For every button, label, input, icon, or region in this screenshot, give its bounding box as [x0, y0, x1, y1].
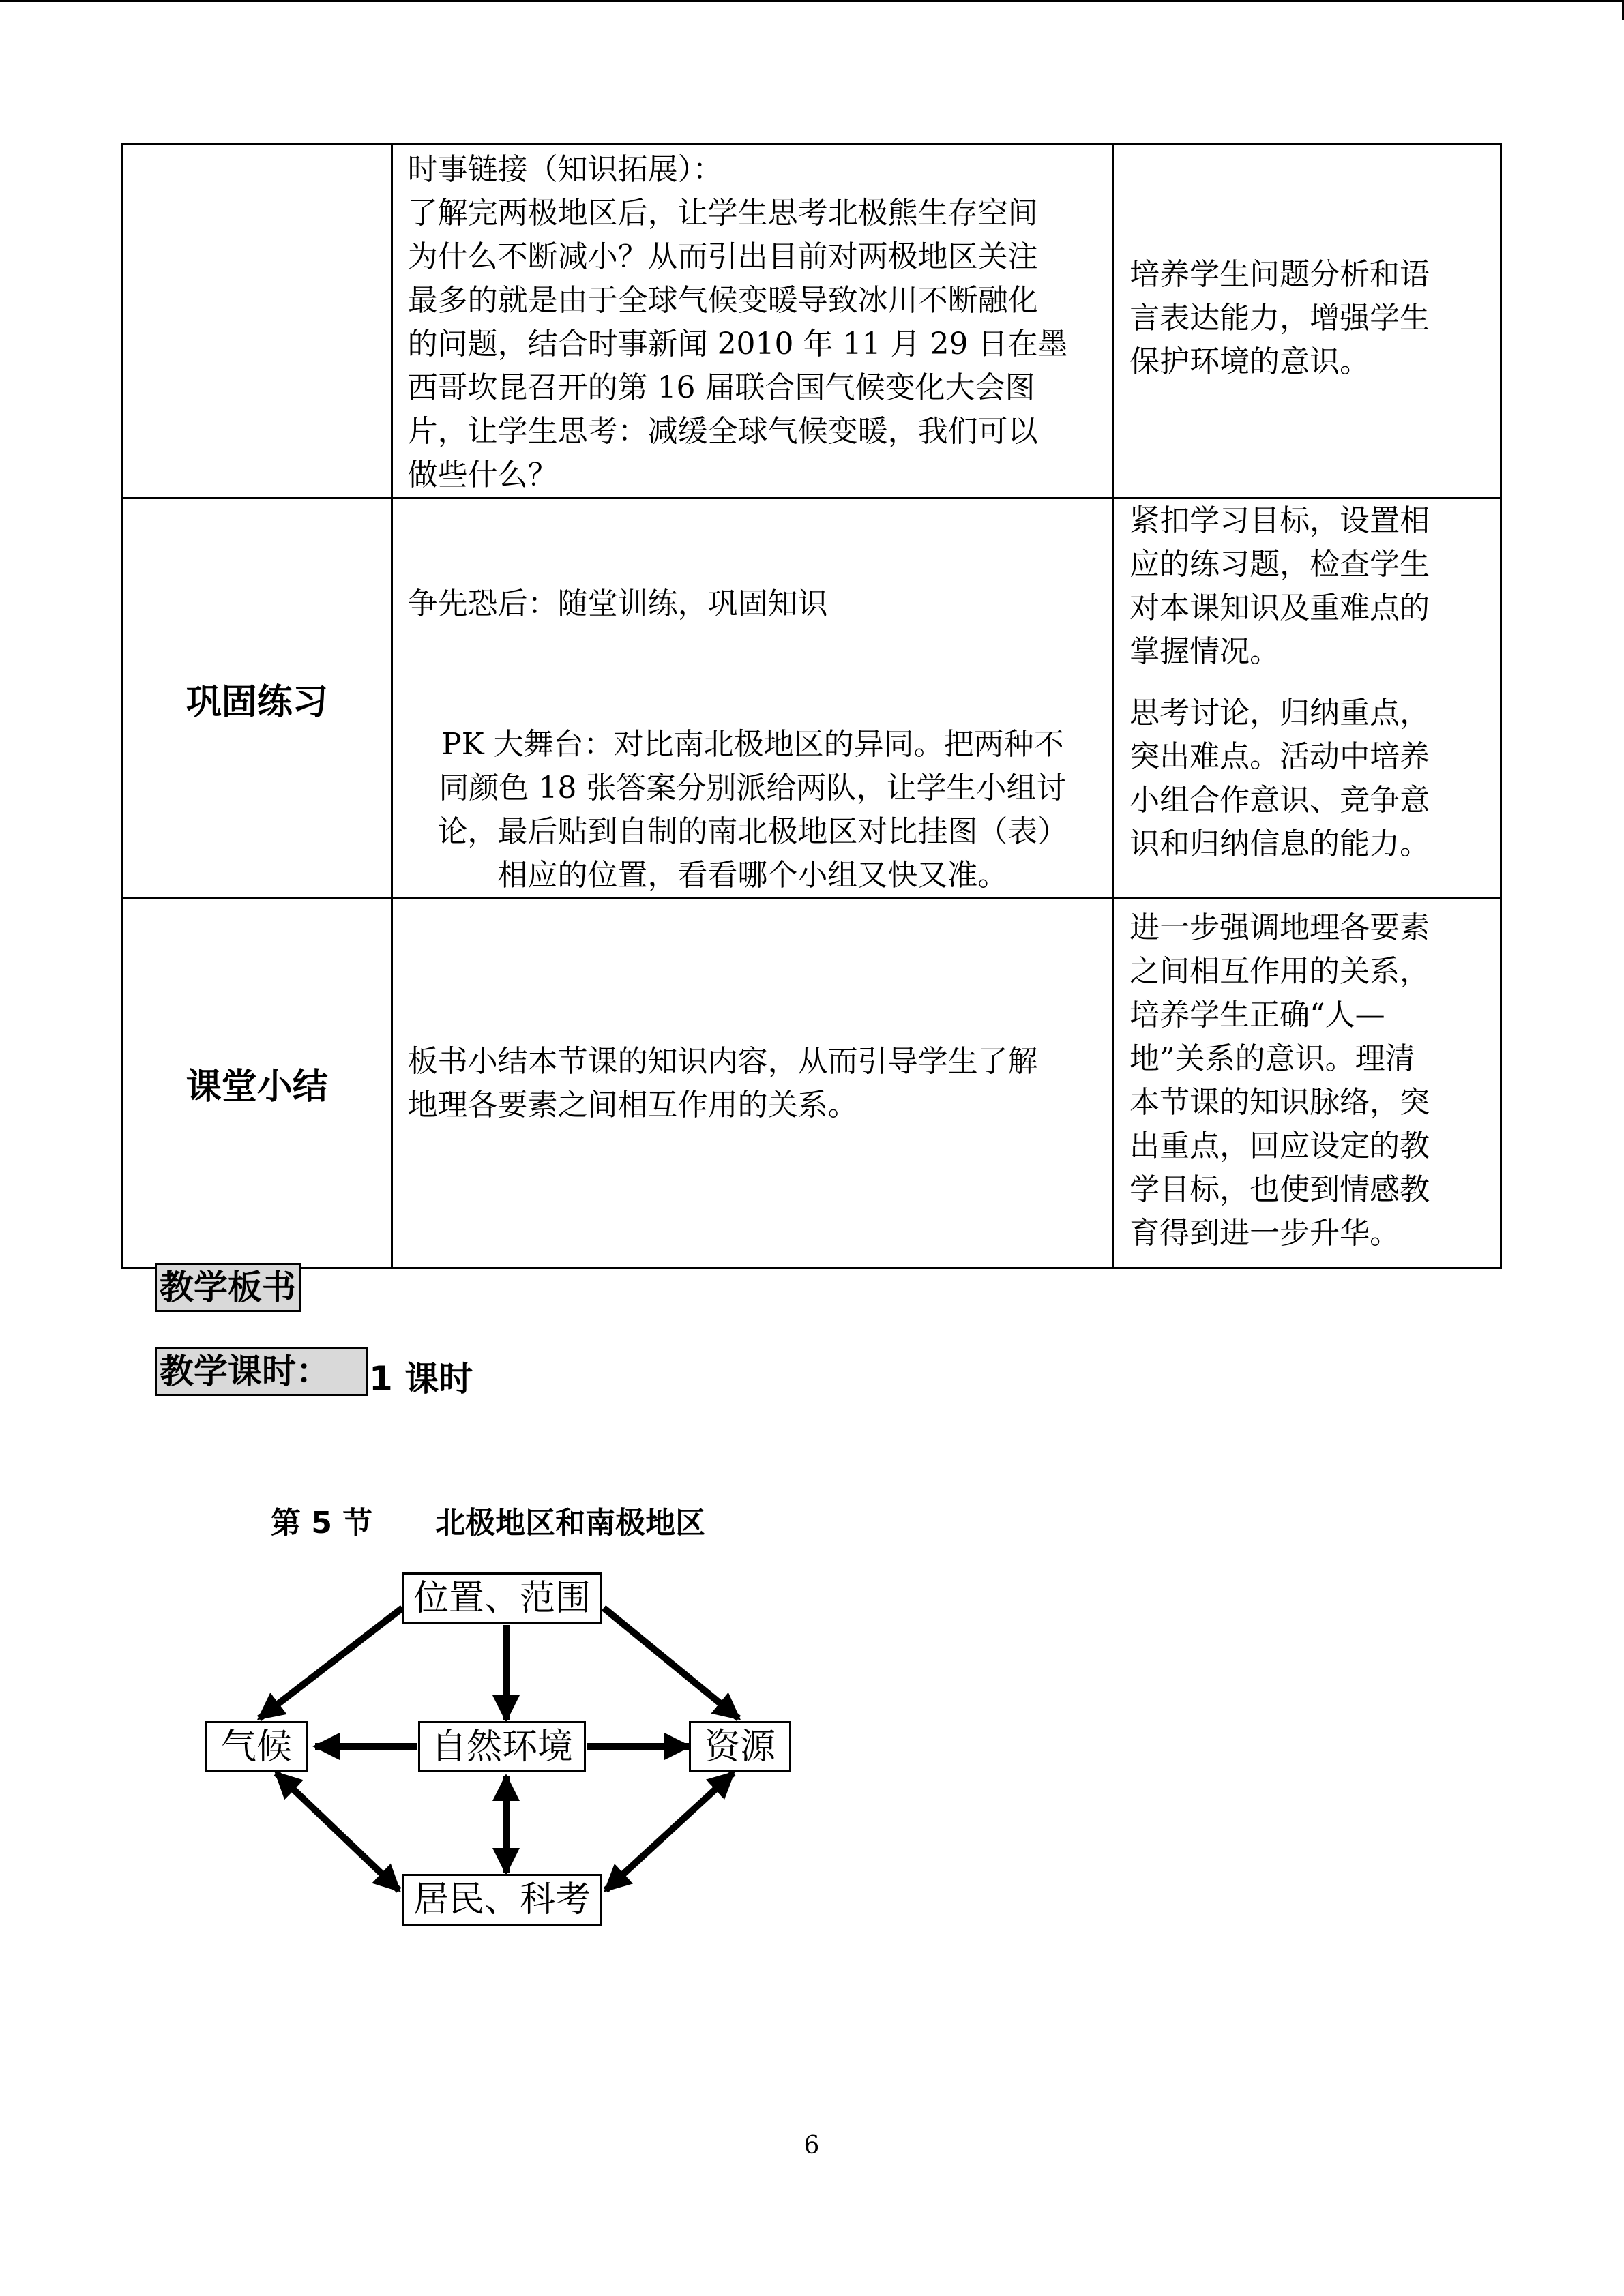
content-text-a: 争先恐后：随堂训练，巩固知识: [407, 586, 828, 621]
node-location-range: 位置、范围: [402, 1572, 602, 1624]
page-number: 6: [803, 2132, 820, 2160]
text-line: 地理各要素之间相互作用的关系。: [407, 1087, 858, 1122]
text-line: 了解完两极地区后，让学生思考北极熊生存空间: [407, 196, 1038, 230]
text-line: 论，最后贴到自制的南北极地区对比挂图（表）: [437, 814, 1068, 849]
hours-value: 1 课时: [369, 1359, 473, 1399]
text-line: 紧扣学习目标，设置相: [1130, 503, 1430, 538]
text-line: 地”关系的意识。理清: [1130, 1041, 1415, 1076]
node-resources: 资源: [689, 1721, 791, 1772]
arrow-right-bottom: [606, 1773, 733, 1890]
text-line: 小组合作意识、竞争意: [1130, 783, 1430, 818]
text-line: 做些什么？: [407, 458, 558, 492]
text-line: 时事链接（知识拓展）：: [407, 152, 723, 187]
text-line: 为什么不断减小？从而引出目前对两极地区关注: [407, 239, 1038, 274]
text-line: 相应的位置，看看哪个小组又快又准。: [497, 858, 1008, 893]
text-line: 学目标，也使到情感教: [1130, 1172, 1430, 1207]
board-title: 第 5 节 北极地区和南极地区: [271, 1506, 706, 1540]
text-line: 保护环境的意识。: [1130, 344, 1370, 379]
section-title-consolidation: 巩固练习: [186, 681, 328, 723]
text-line: 培养学生正确“人—: [1130, 998, 1385, 1032]
arrow-left-bottom: [276, 1773, 399, 1890]
text-line: 最多的就是由于全球气候变暖导致冰川不断融化: [407, 283, 1038, 318]
text-line: 西哥坎昆召开的第 16 届联合国气候变化大会图: [407, 370, 1035, 405]
text-line: 出重点，回应设定的教: [1130, 1129, 1430, 1163]
arrow-top-to-right: [604, 1608, 739, 1718]
node-natural-environment: 自然环境: [418, 1721, 586, 1772]
text-line: 的问题，结合时事新闻 2010 年 11 月 29 日在墨: [407, 327, 1068, 361]
hours-label: 教学课时：: [155, 1347, 368, 1396]
text-line: 对本课知识及重难点的: [1130, 591, 1430, 625]
text-line: 培养学生问题分析和语: [1130, 257, 1430, 292]
text-line: 同颜色 18 张答案分别派给两队，让学生小组讨: [439, 771, 1067, 805]
text-line: 进一步强调地理各要素: [1130, 910, 1430, 945]
text-line: 应的练习题，检查学生: [1130, 547, 1430, 582]
board-heading: 教学板书: [155, 1263, 301, 1312]
text-line: 掌握情况。: [1130, 634, 1280, 669]
text-line: 思考讨论，归纳重点，: [1130, 696, 1430, 730]
text-line: 识和归纳信息的能力。: [1130, 826, 1430, 861]
text-line: 片，让学生思考：减缓全球气候变暖，我们可以: [407, 414, 1038, 449]
text-line: 板书小结本节课的知识内容，从而引导学生了解: [407, 1043, 1038, 1079]
text-line: 突出难点。活动中培养: [1130, 739, 1430, 774]
node-residents-research: 居民、科考: [402, 1874, 602, 1926]
text-line: 言表达能力，增强学生: [1130, 301, 1430, 336]
arrow-top-to-left: [259, 1608, 402, 1718]
node-climate: 气候: [205, 1721, 308, 1772]
text-line: PK 大舞台：对比南北极地区的异同。把两种不: [441, 727, 1064, 762]
text-line: 育得到进一步升华。: [1130, 1216, 1400, 1251]
text-line: 之间相互作用的关系，: [1130, 954, 1430, 989]
text-line: 本节课的知识脉络，突: [1130, 1085, 1430, 1120]
section-title-summary: 课堂小结: [186, 1067, 328, 1107]
